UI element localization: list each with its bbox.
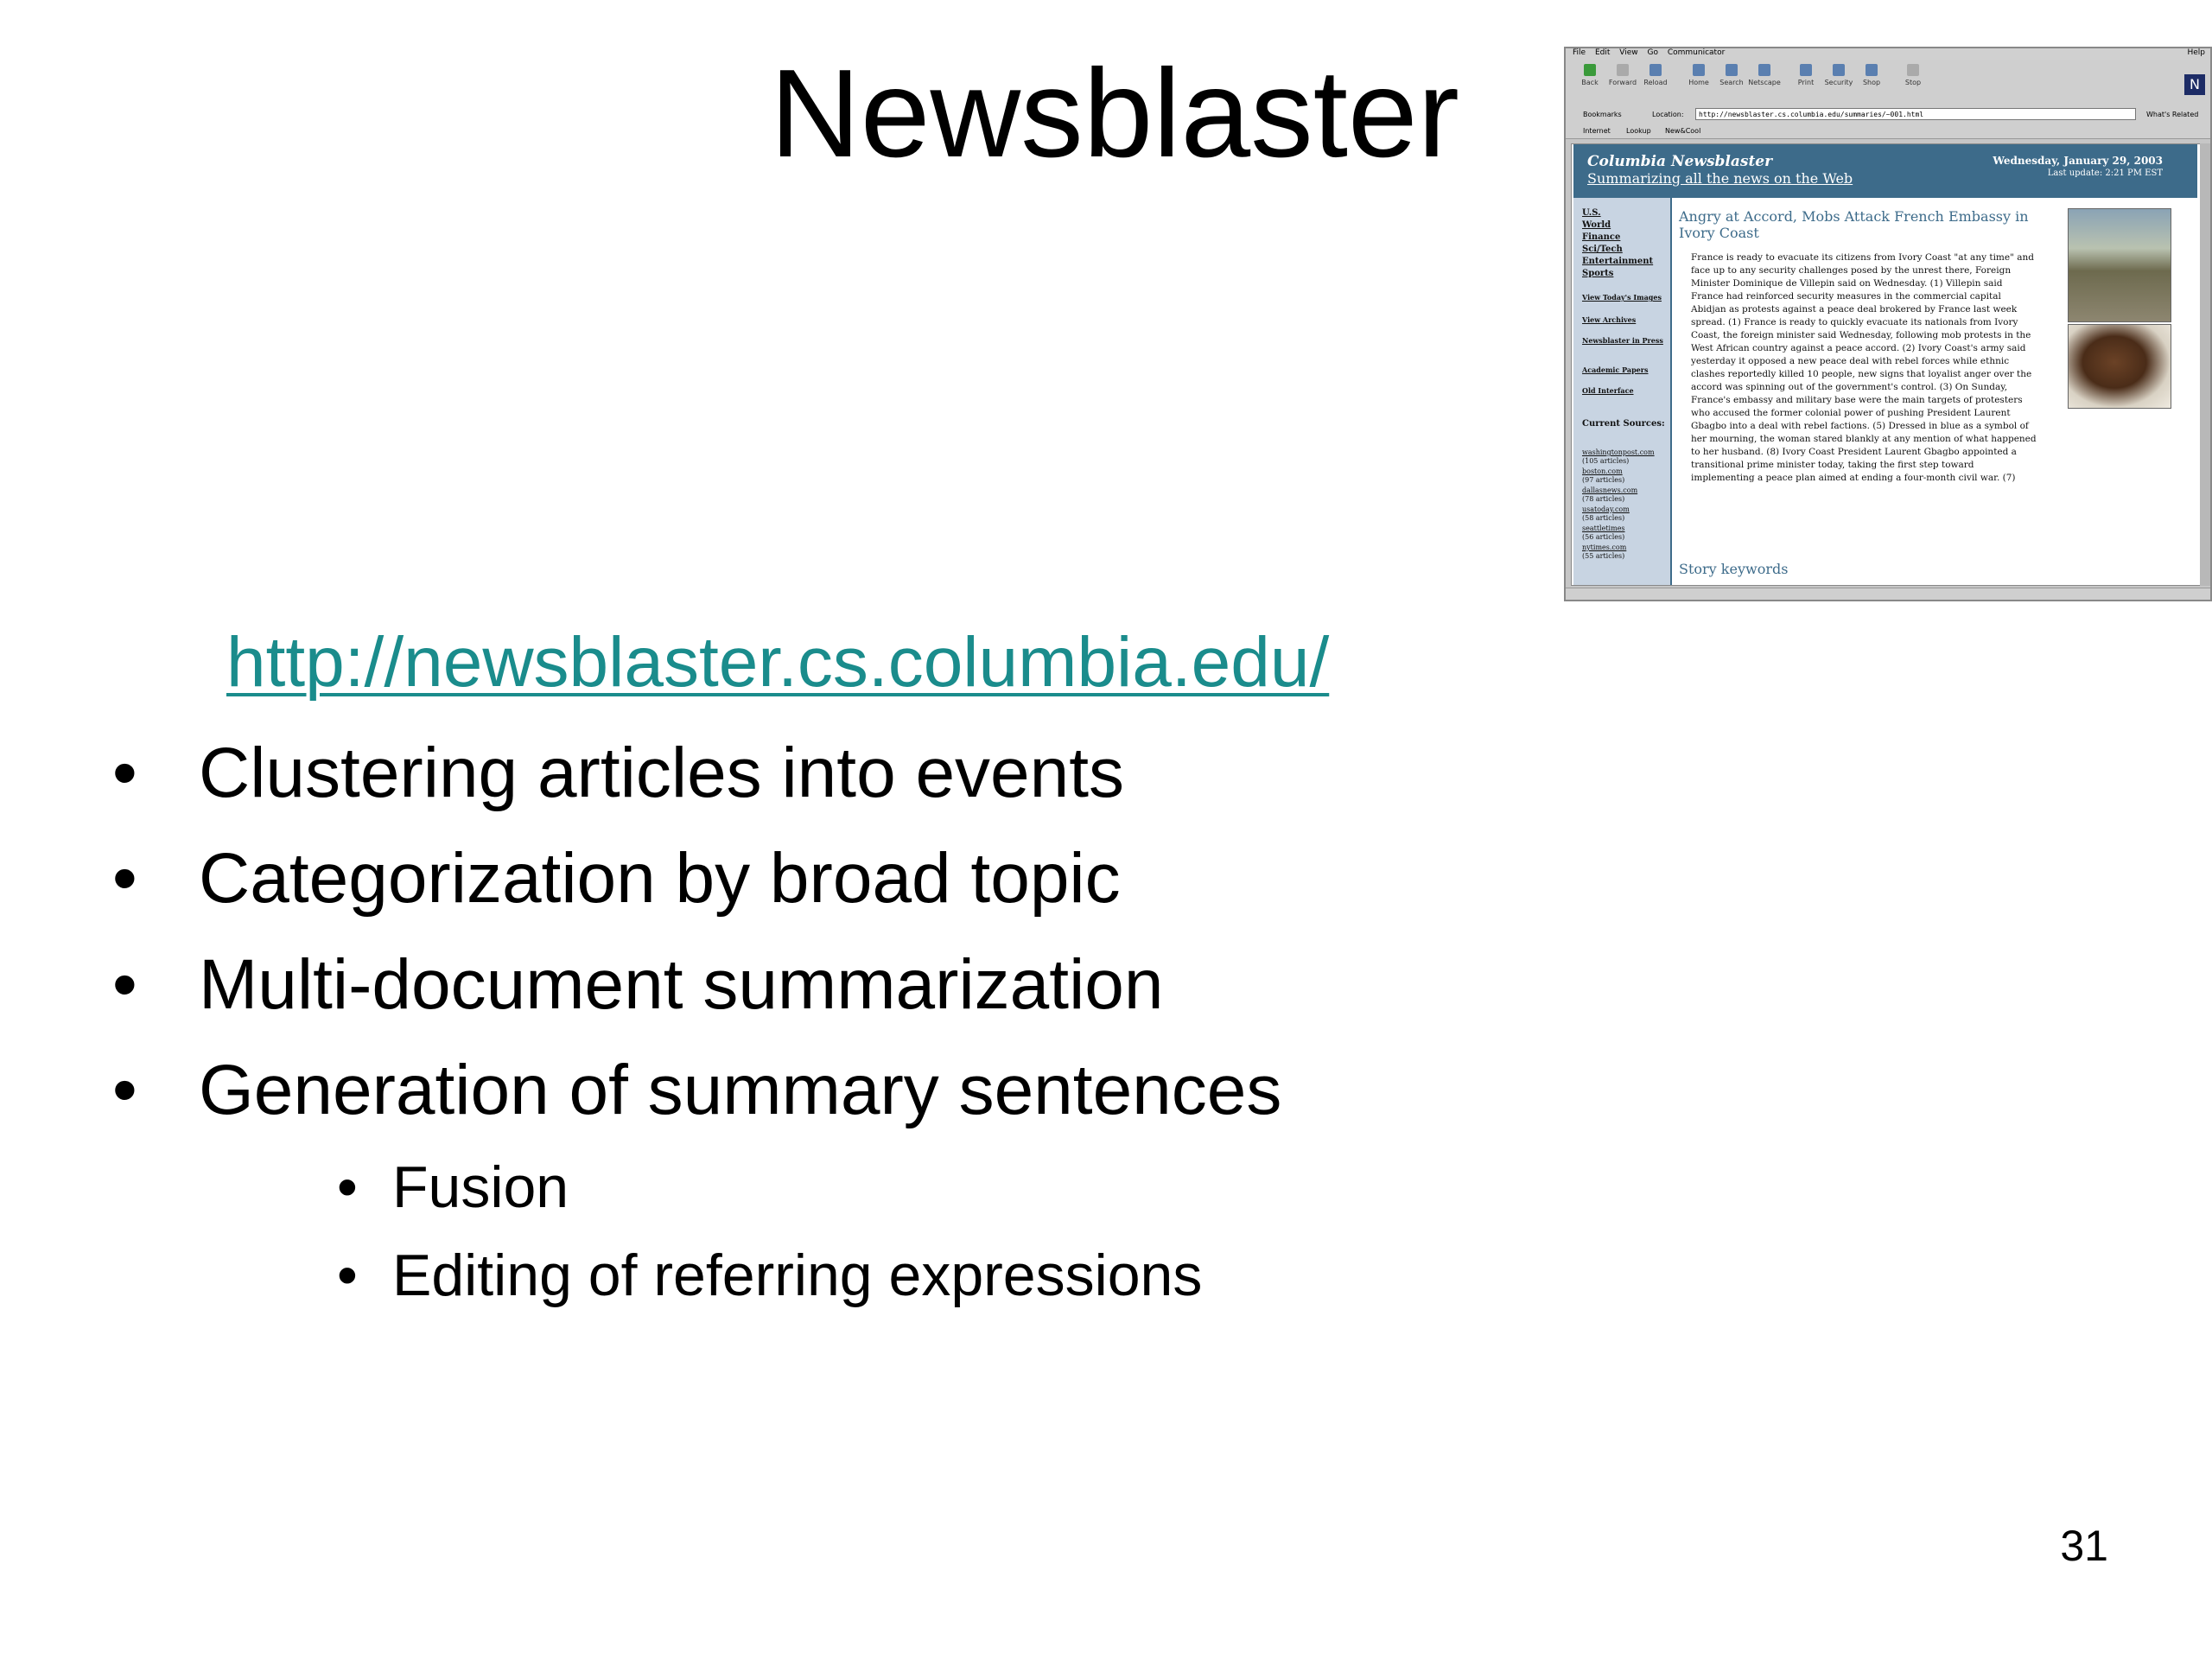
bullet-text: Categorization by broad topic (199, 839, 1121, 918)
back-label: Back (1581, 79, 1599, 86)
bullet-dot: • (112, 1051, 137, 1129)
bullet-text: Multi-document summarization (199, 945, 1164, 1024)
site-subtitle: Summarizing all the news on the Web (1587, 170, 1853, 187)
menu-communicator: Communicator (1667, 48, 1726, 57)
slide-title: Newsblaster (770, 43, 1459, 183)
sub-bullet-text: Editing of referring expressions (392, 1243, 1203, 1308)
netscape-icon (1758, 64, 1770, 76)
menu-edit: Edit (1594, 48, 1611, 57)
forward-button (1605, 64, 1640, 86)
source-count: (105 articles) (1582, 457, 1630, 465)
print-button (1789, 64, 1823, 86)
browser-statusbar (1566, 588, 2210, 601)
site-date: Wednesday, January 29, 2003 (1993, 155, 2163, 167)
location-url-field: http://newsblaster.cs.columbia.edu/summaries/~001.html (1695, 108, 2136, 120)
nav-archives: View Archives (1582, 315, 1637, 324)
sub-bullet-text: Fusion (392, 1154, 569, 1220)
reload-icon (1649, 64, 1662, 76)
nav-scitech: Sci/Tech (1582, 245, 1623, 254)
bookmarks-label: Bookmarks (1583, 111, 1622, 118)
bullet-dot: • (112, 734, 137, 812)
back-arrow-icon (1584, 64, 1596, 76)
bullet-dot: • (337, 1154, 358, 1220)
search-label: Search (1719, 79, 1744, 86)
personal-lookup: Lookup (1626, 127, 1651, 135)
nav-sports: Sports (1582, 269, 1614, 278)
browser-menubar (1566, 48, 2210, 60)
bullet-text: Generation of summary sentences (199, 1051, 1282, 1129)
source-item: dallasnews.com (1582, 486, 1638, 494)
nav-academic-papers: Academic Papers (1582, 365, 1649, 374)
location-bar (1566, 105, 2210, 124)
menu-help: Help (2187, 48, 2205, 57)
lock-icon (1833, 64, 1845, 76)
page-number: 31 (2060, 1522, 2108, 1570)
personal-toolbar (1566, 124, 2210, 139)
nav-us: U.S. (1582, 208, 1601, 218)
forward-label: Forward (1608, 79, 1637, 86)
reload-label: Reload (1643, 79, 1668, 86)
home-button (1681, 64, 1716, 86)
shop-label: Shop (1862, 79, 1881, 86)
home-label: Home (1688, 79, 1709, 86)
bullet-dot: • (112, 945, 137, 1024)
nav-press: Newsblaster in Press (1582, 336, 1663, 345)
netscape-label: Netscape (1748, 79, 1781, 86)
nav-entertainment: Entertainment (1582, 257, 1654, 266)
nav-world: World (1582, 220, 1611, 230)
stop-button (1896, 64, 1930, 86)
shop-button (1854, 64, 1889, 86)
bullet-text: Clustering articles into events (199, 734, 1125, 812)
source-count: (56 articles) (1582, 533, 1625, 541)
story-text: France is ready to evacuate its citizens from Ivory Coast "at any time" and face up to any security challenges posed by the unrest there, Foreign Minister Dominique de Villepin said on Wednesday. (1) Villepin said France had reinforced security measures in the commercial capital Abidjan as protests against a peace deal brokered by France last week spread. (1) France is ready to quickly evacuate its nationals from Ivory Coast, the foreign minister said Wednesday, following mob protests in the West African country against a peace accord. (2) Ivory Coast's army said yesterday it opposed a new peace deal with rebel forces while ethnic clashes reportedly killed 10 people, new signs that loyalist anger over the accord was spinning out of the government's control. (3) On Sunday, France's embassy and military base were the main targets of protesters who accused the former colonial power of pushing President Laurent Gbagbo into a deal with rebel factions. (5) Dressed in blue as a symbol of her mourning, the woman stared blankly at any mention of what happened to her husband. (8) Ivory Coast President Laurent Gbagbo appointed a transitional prime minister today, taking the first step toward implementing a peace plan aimed at ending a four-month civil war. (7) (1691, 252, 2037, 483)
source-count: (55 articles) (1582, 552, 1625, 560)
nav-old-interface: Old Interface (1582, 386, 1634, 395)
source-item: washingtonpost.com (1582, 448, 1655, 456)
personal-newcool: New&Cool (1665, 127, 1701, 135)
sources-heading: Current Sources: (1582, 419, 1665, 429)
bullet-dot: • (112, 839, 137, 918)
search-button (1714, 64, 1749, 86)
source-item: seattletimes (1582, 524, 1625, 532)
source-count: (78 articles) (1582, 495, 1625, 503)
bullet-dot: • (337, 1243, 358, 1308)
personal-internet: Internet (1583, 127, 1611, 135)
netscape-button (1747, 64, 1782, 86)
story-photo-street (2068, 208, 2171, 322)
source-item: nytimes.com (1582, 543, 1627, 551)
security-label: Security (1824, 79, 1853, 86)
nav-finance: Finance (1582, 232, 1621, 242)
page-content (1571, 143, 2202, 586)
netscape-logo-icon: N (2184, 74, 2205, 95)
browser-screenshot (1564, 47, 2212, 601)
site-sidebar (1573, 198, 1672, 586)
print-label: Print (1797, 79, 1815, 86)
reload-button (1638, 64, 1673, 86)
menu-view: View (1619, 48, 1638, 57)
source-count: (97 articles) (1582, 476, 1625, 484)
story-photo-portrait (2068, 324, 2171, 409)
source-count: (58 articles) (1582, 514, 1625, 522)
print-icon (1800, 64, 1812, 76)
back-button (1573, 64, 1607, 86)
forward-arrow-icon (1617, 64, 1629, 76)
home-icon (1693, 64, 1705, 76)
nav-todays-images: View Today's Images (1582, 293, 1662, 302)
stop-icon (1907, 64, 1919, 76)
page-scrollbar (2200, 143, 2210, 586)
story-keywords-heading: Story keywords (1679, 561, 1789, 577)
security-button (1821, 64, 1856, 86)
menu-go: Go (1647, 48, 1658, 57)
browser-toolbar (1566, 60, 2210, 106)
last-update: Last update: 2:21 PM EST (2047, 168, 2163, 178)
shop-icon (1866, 64, 1878, 76)
stop-label: Stop (1904, 79, 1922, 86)
site-main (1679, 198, 2197, 586)
whats-related-label: What's Related (2146, 111, 2199, 118)
site-header (1573, 144, 2197, 198)
source-item: boston.com (1582, 467, 1623, 475)
source-item: usatoday.com (1582, 505, 1630, 513)
menu-file: File (1573, 48, 1586, 57)
site-title: Columbia Newsblaster (1587, 153, 1773, 170)
location-label: Location: (1652, 111, 1684, 118)
story-headline: Angry at Accord, Mobs Attack French Embassy in Ivory Coast (1679, 208, 2029, 241)
search-icon (1726, 64, 1738, 76)
newsblaster-url-link[interactable]: http://newsblaster.cs.columbia.edu/ (226, 623, 1330, 702)
